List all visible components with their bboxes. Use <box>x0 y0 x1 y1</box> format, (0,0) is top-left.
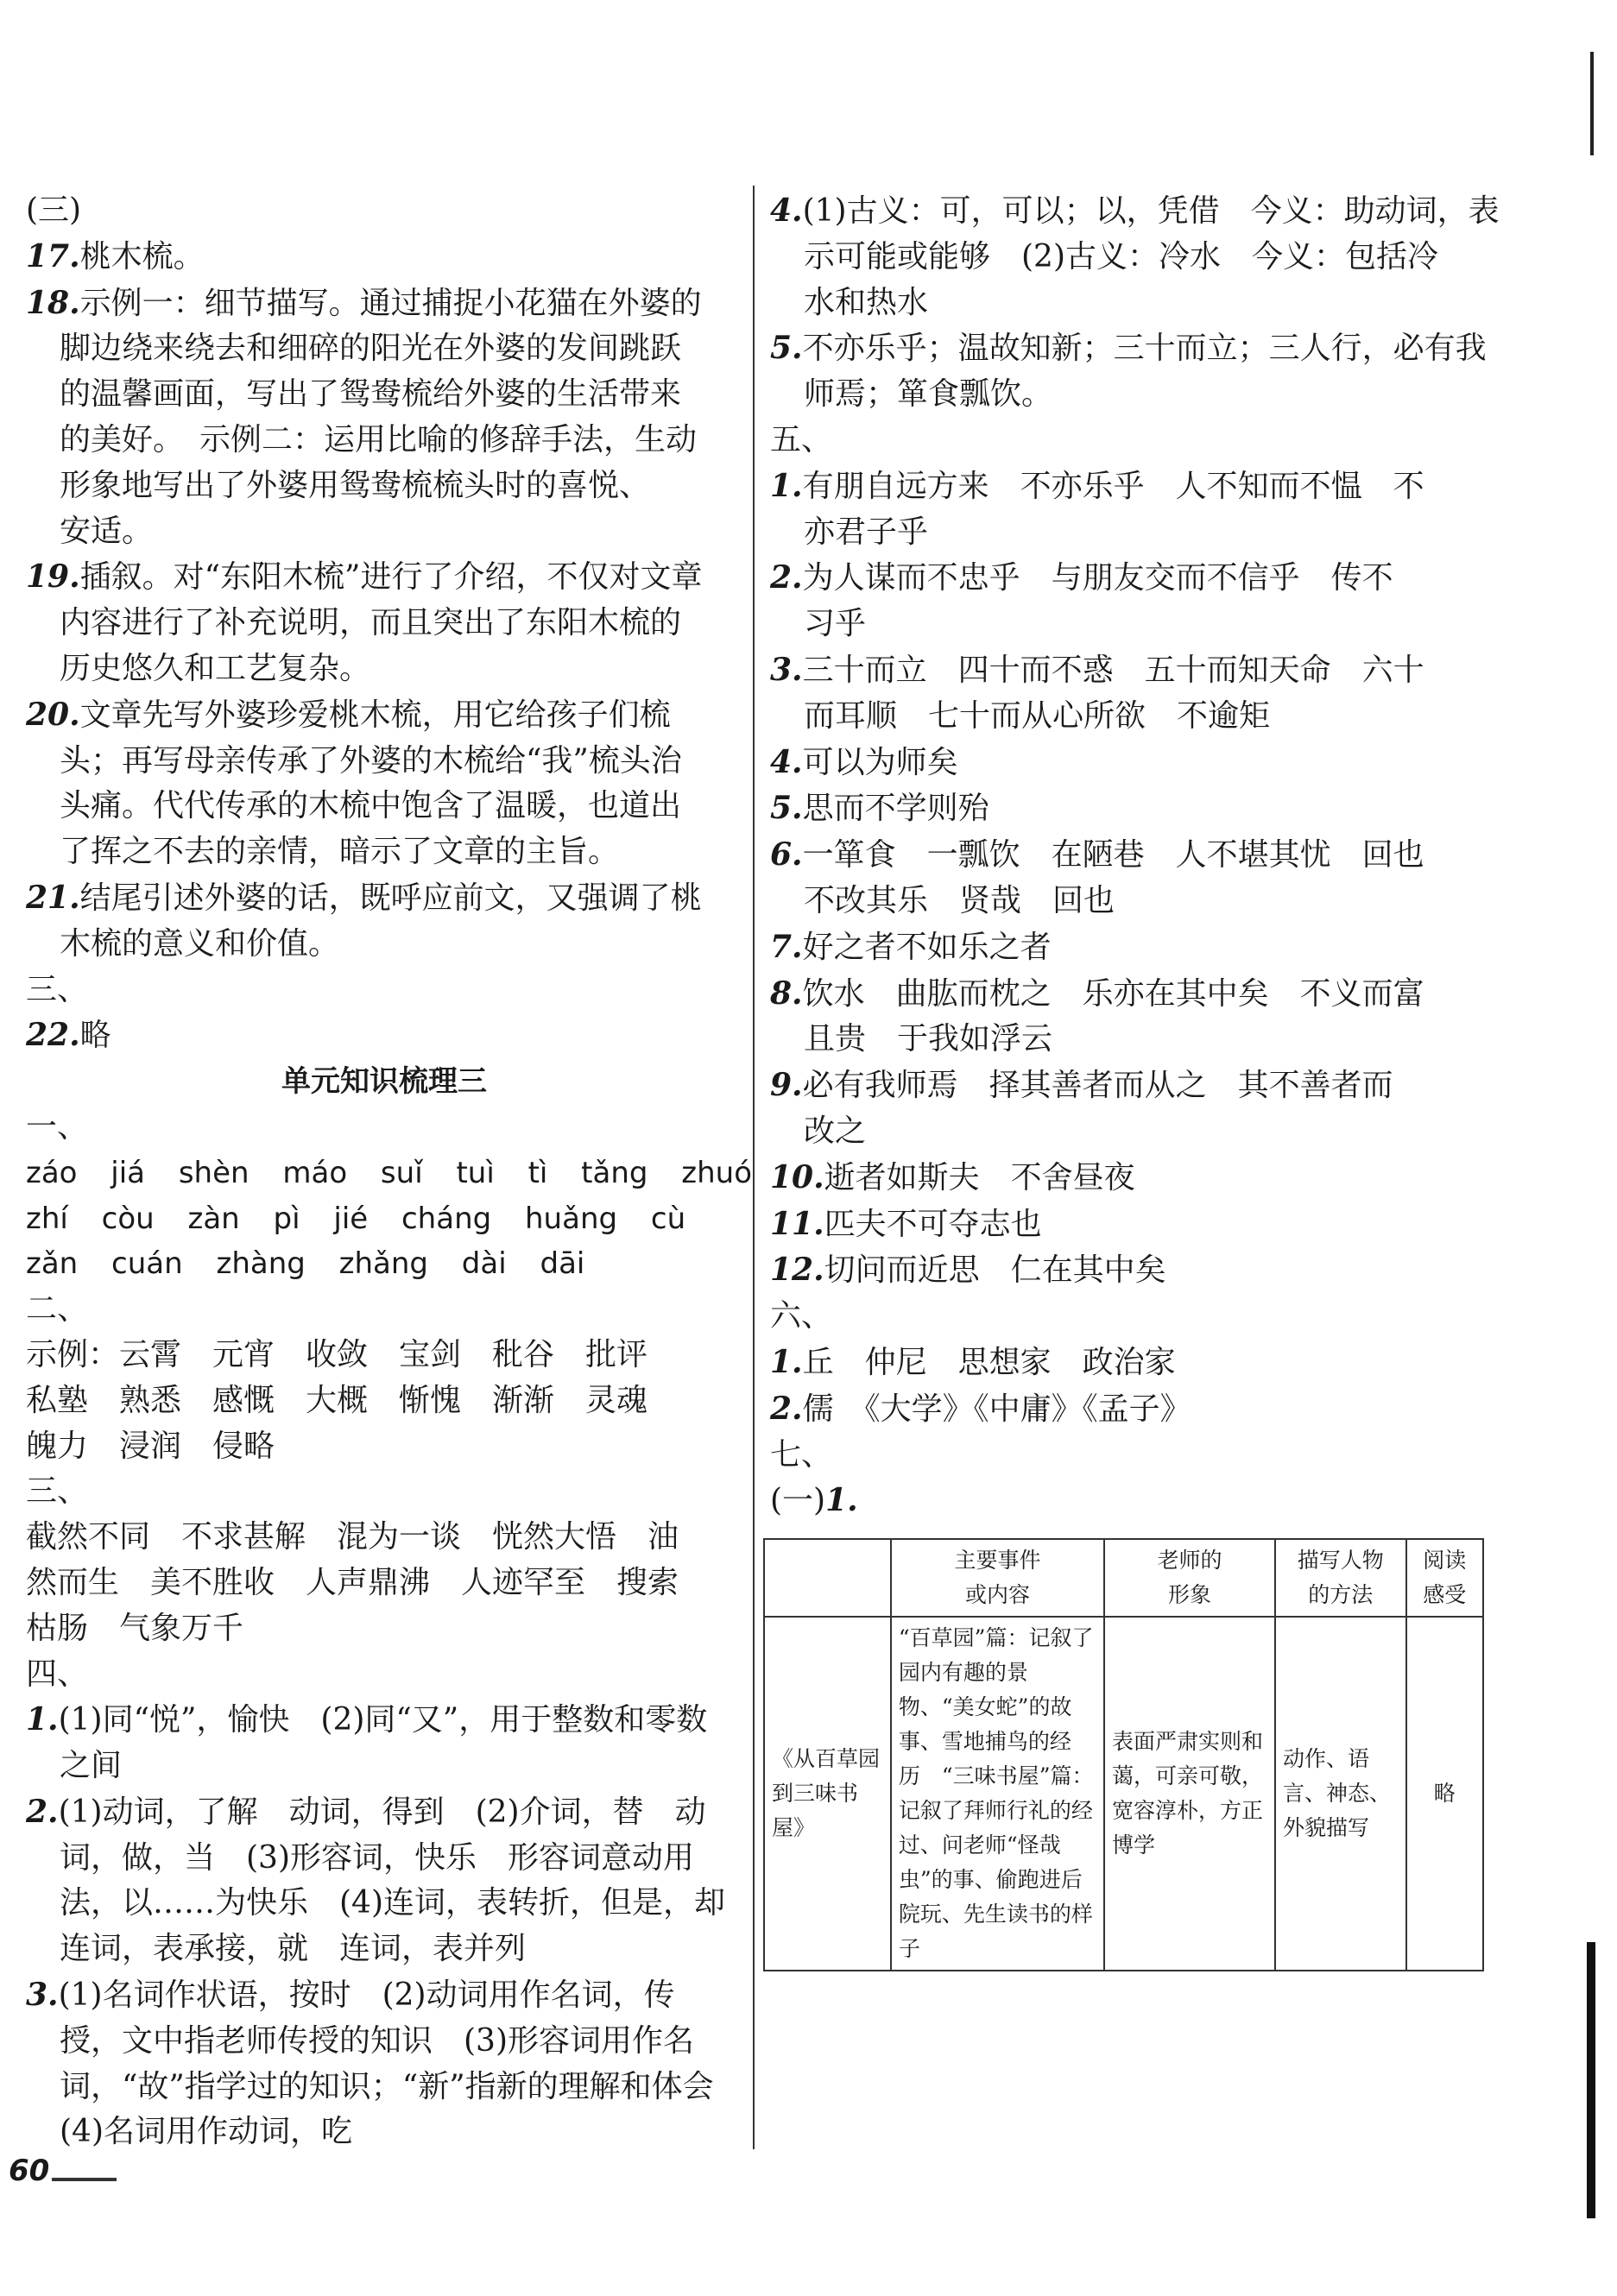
answer-line: 4.可以为师矣 <box>770 743 958 780</box>
answer-line: 7.好之者不如乐之者 <box>770 928 1052 965</box>
table-cell-image: 表面严肃实则和蔼，可亲可敬，宽容淳朴，方正博学 <box>1104 1617 1275 1971</box>
answer-line: 习乎 <box>804 606 867 642</box>
answer-line: 10.逝者如斯夫 不舍昼夜 <box>770 1158 1135 1195</box>
right-column <box>770 188 1500 1971</box>
section-heading: 单元知识梳理三 <box>281 1064 487 1100</box>
answer-line: 20.文章先写外婆珍爱桃木梳，用它给孩子们梳 <box>26 696 671 733</box>
table-cell-feeling: 略 <box>1406 1617 1483 1971</box>
answer-table <box>763 1538 1484 1971</box>
answer-line: 2.为人谋而不忠乎 与朋友交而不信乎 传不 <box>770 559 1393 596</box>
answer-line: 21.结尾引述外婆的话，既呼应前文，又强调了桃 <box>26 879 702 916</box>
pinyin-line: zǎn cuán zhàng zhǎng dài dāi <box>26 1246 585 1282</box>
section-marker: 一、 <box>26 1108 89 1145</box>
answer-line: 而耳顺 七十而从心所欲 不逾矩 <box>804 697 1271 734</box>
table-header-cell <box>764 1539 891 1617</box>
section-marker: 四、 <box>26 1656 89 1692</box>
table-cell-title: 《从百草园到三味书屋》 <box>764 1617 891 1971</box>
answer-line: 22.略 <box>26 1017 111 1054</box>
answer-line: 词，做，当 (3)形容词，快乐 形容词意动用 <box>60 1839 694 1876</box>
answer-line: 截然不同 不求甚解 混为一谈 恍然大悟 油 <box>26 1519 679 1555</box>
answer-line: 亦君子乎 <box>804 514 929 550</box>
scan-edge-mark <box>1587 1942 1595 2218</box>
answer-line: 枯肠 气象万千 <box>26 1610 244 1646</box>
answer-line: (一)1. <box>770 1482 858 1519</box>
answer-line: 改之 <box>804 1113 867 1149</box>
answer-line: 1.有朋自远方来 不亦乐乎 人不知而不愠 不 <box>770 467 1424 504</box>
answer-line: 17.桃木梳。 <box>26 237 205 274</box>
section-marker: 六、 <box>770 1298 833 1334</box>
answer-line: 授，文中指老师传授的知识 (3)形容词用作名 <box>60 2022 694 2059</box>
table-header-cell: 主要事件 或内容 <box>891 1539 1104 1617</box>
scan-edge-mark <box>1590 52 1594 155</box>
answer-line: 之间 <box>60 1748 123 1784</box>
answer-line: 11.匹夫不可夺志也 <box>770 1205 1042 1242</box>
section-marker: 五、 <box>770 421 833 457</box>
answer-line: 木梳的意义和价值。 <box>60 925 340 962</box>
answer-line: 2.儒 《大学》《中庸》《孟子》 <box>770 1390 1191 1427</box>
section-marker: 三、 <box>26 971 89 1007</box>
answer-line: 脚边绕来绕去和细碎的阳光在外婆的发间跳跃 <box>60 331 682 367</box>
answer-line: 安适。 <box>60 513 154 549</box>
answer-line: 水和热水 <box>804 284 929 320</box>
pinyin-line: zhí còu zàn pì jié cháng huǎng cù <box>26 1201 686 1236</box>
section-marker: 二、 <box>26 1291 89 1328</box>
table-header-cell: 阅读 感受 <box>1406 1539 1483 1617</box>
answer-line: 的美好。 示例二：运用比喻的修辞手法，生动 <box>60 421 698 457</box>
answer-line: 私塾 熟悉 感慨 大概 惭愧 渐渐 灵魂 <box>26 1382 648 1418</box>
table-cell-methods: 动作、语言、神态、外貌描写 <box>1275 1617 1406 1971</box>
table-header-cell: 描写人物 的方法 <box>1275 1539 1406 1617</box>
answer-line: 5.不亦乐乎；温故知新；三十而立；三人行，必有我 <box>770 330 1487 367</box>
table-header-cell: 老师的 形象 <box>1104 1539 1275 1617</box>
answer-line: (4)名词用作动词，吃 <box>60 2114 352 2150</box>
answer-line: 6.一箪食 一瓢饮 在陋巷 人不堪其忧 回也 <box>770 836 1424 874</box>
answer-line: 词，“故”指学过的知识；“新”指新的理解和体会 <box>60 2068 714 2104</box>
answer-line: 法，以……为快乐 (4)连词，表转折，但是，却 <box>60 1885 725 1921</box>
section-marker: (三) <box>26 192 82 228</box>
table-cell-events: “百草园”篇：记叙了园内有趣的景物、“美女蛇”的故事、雪地捕鸟的经历 “三味书屋”篇：记叙了拜师行礼的经过、问老师“怪哉虫”的事、偷跑进后院玩、先生读书的样子 <box>891 1617 1104 1971</box>
answer-line: 8.饮水 曲肱而枕之 乐亦在其中矣 不义而富 <box>770 975 1424 1012</box>
answer-line: 1.(1)同“悦”，愉快 (2)同“又”，用于整数和零数 <box>26 1701 708 1738</box>
answer-line: 内容进行了补充说明，而且突出了东阳木梳的 <box>60 605 682 641</box>
answer-line: 魄力 浸润 侵略 <box>26 1428 275 1464</box>
pinyin-line: záo jiá shèn máo suǐ tuì tì tǎng zhuó <box>26 1155 753 1190</box>
answer-line: 9.必有我师焉 择其善者而从之 其不善者而 <box>770 1067 1393 1104</box>
answer-line: 12.切问而近思 仁在其中矣 <box>770 1252 1166 1289</box>
answer-line: 头；再写母亲传承了外婆的木梳给“我”梳头治 <box>60 742 682 779</box>
answer-line: 连词，表承接，就 连词，表并列 <box>60 1931 527 1967</box>
answer-line: 头痛。代代传承的木梳中饱含了温暖，也道出 <box>60 788 682 824</box>
answer-line: 18.示例一：细节描写。通过捕捉小花猫在外婆的 <box>26 284 702 321</box>
answer-line: 1.丘 仲尼 思想家 政治家 <box>770 1343 1176 1380</box>
answer-line: 5.思而不学则殆 <box>770 790 989 827</box>
answer-line: 3.(1)名词作状语，按时 (2)动词用作名词，传 <box>26 1977 675 2014</box>
answer-line: 示例：云霄 元宵 收敛 宝剑 秕谷 批评 <box>26 1336 648 1372</box>
answer-line: 形象地写出了外婆用鸳鸯梳梳头时的喜悦、 <box>60 467 651 503</box>
answer-line: 了挥之不去的亲情，暗示了文章的主旨。 <box>60 834 620 870</box>
table-header-row <box>764 1539 1483 1617</box>
column-divider <box>753 186 755 2149</box>
answer-line: 然而生 美不胜收 人声鼎沸 人迹罕至 搜索 <box>26 1564 679 1600</box>
page-number-decoration <box>52 2178 117 2181</box>
answer-line: 4.(1)古义：可，可以；以，凭借 今义：助动词，表 <box>770 192 1500 229</box>
section-marker: 七、 <box>770 1436 833 1473</box>
answer-line: 不改其乐 贤哉 回也 <box>804 882 1115 918</box>
answer-line: 示可能或能够 (2)古义：冷水 今义：包括冷 <box>804 238 1438 274</box>
answer-line: 的温馨画面，写出了鸳鸯梳给外婆的生活带来 <box>60 376 682 413</box>
answer-line: 2.(1)动词，了解 动词，得到 (2)介词，替 动 <box>26 1793 706 1830</box>
answer-line: 3.三十而立 四十而不惑 五十而知天命 六十 <box>770 651 1424 688</box>
section-marker: 三、 <box>26 1473 89 1510</box>
answer-line: 且贵 于我如浮云 <box>804 1021 1053 1057</box>
page-number: 60 <box>9 2154 50 2188</box>
answer-line: 历史悠久和工艺复杂。 <box>60 650 371 686</box>
left-column <box>26 188 753 2155</box>
answer-line: 19.插叙。对“东阳木梳”进行了介绍，不仅对文章 <box>26 558 703 596</box>
table-row <box>764 1617 1483 1971</box>
answer-line: 师焉；箪食瓢饮。 <box>804 376 1053 413</box>
